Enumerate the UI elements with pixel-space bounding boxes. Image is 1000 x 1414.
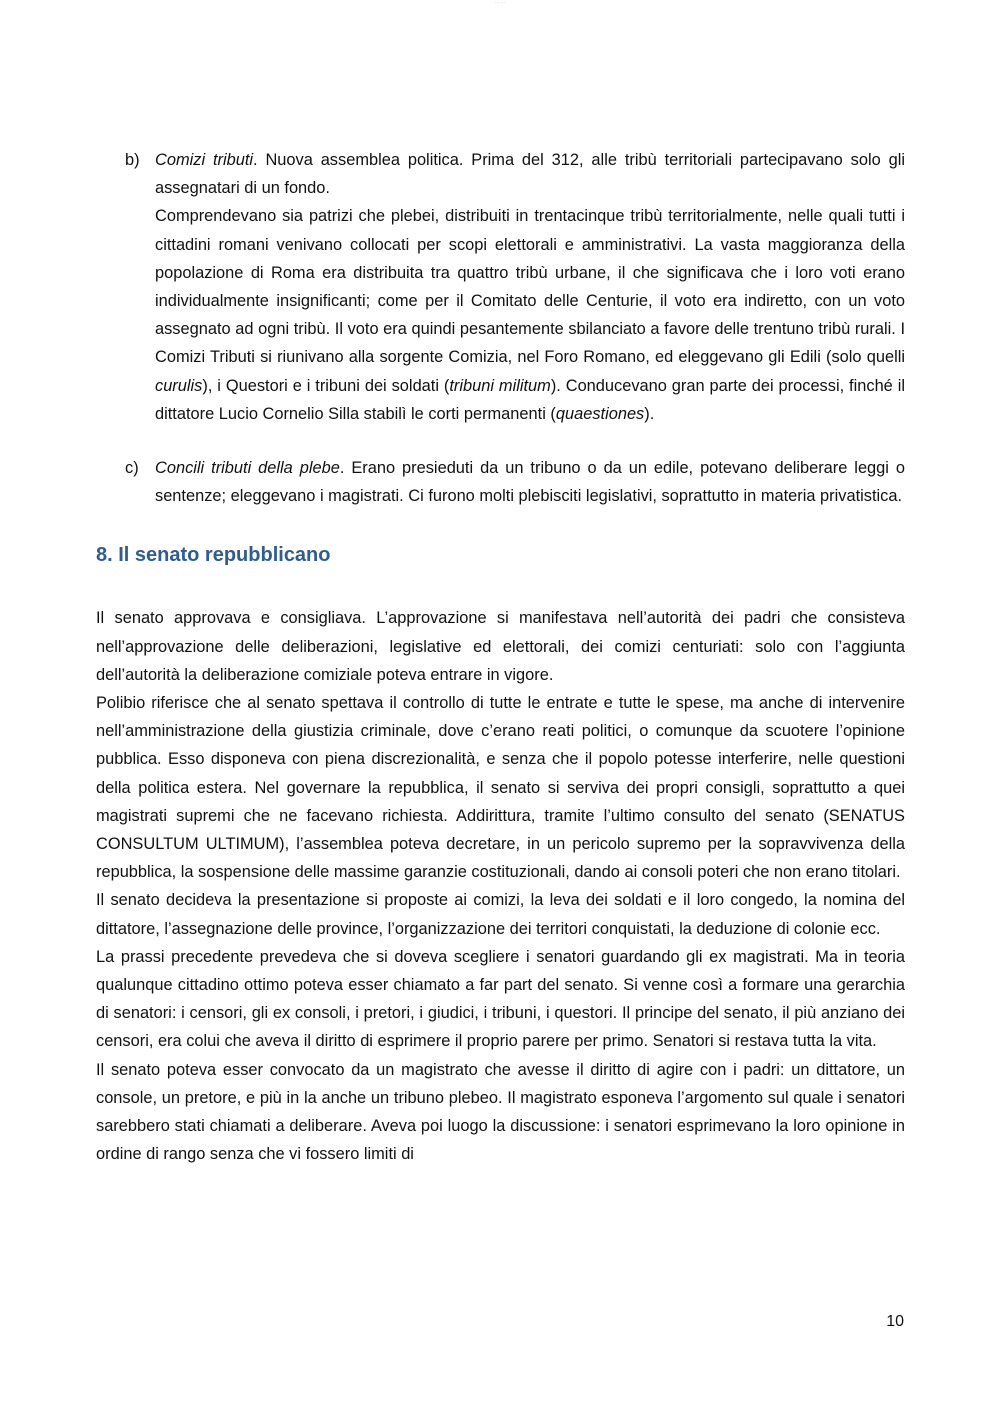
italic-term: curulis [155,376,203,395]
list-item-b [96,146,905,428]
section-body [96,604,905,1168]
item-text: ). [644,404,655,423]
item-title: Comizi tributi [155,151,254,169]
item-text: . Nuova assemblea politica. Prima del 312, alle tribù territoriali partecipavano solo gli assegnatari di un fondo. [155,151,905,198]
body-paragraph: Il senato decideva la presentazione si proposte ai comizi, la leva dei soldati e il loro congedo, la nomina del dittatore, l’assegnazione delle province, l’organizzazione dei territori conquistati, la deduzione di colonie ecc. [96,891,905,938]
body-paragraph: La prassi precedente prevedeva che si doveva scegliere i senatori guardando gli ex magistrati. Ma in teoria qualunque cittadino ottimo poteva esser chiamato a far part del senato. Si venne così a formare una gerarchia di senatori: i censori, gli ex consoli, i pretori, i giudici, i tribuni, i questori. Il principe del senato, il più anziano dei censori, era colui che aveva il diritto di esprimere il proprio parere per primo. Senatori si restava tutta la vita. [96,947,905,1051]
list-item-c [96,454,905,510]
page-number: 10 [886,1313,904,1330]
item-title: Concili tributi della plebe [155,459,340,478]
page-content [96,146,905,1169]
body-paragraph: Polibio riferisce che al senato spettava il controllo di tutte le entrate e tutte le spese, ma anche di intervenire nell’amministrazione della giustizia criminale, dove c’erano reati politici, o comunque da scuotere l’opinione pubblica. Esso disponeva con piena discrezionalità, e senza che il popolo potesse interferire, nelle questioni della politica estera. Nel governare la repubblica, il senato si serviva dei propri consigli, soprattutto a quei magistrati supremi che ne facevano richiesta. Addirittura, tramite l’ultimo consulto del senato (SENATUS CONSULTUM ULTIMUM), l’assemblea poteva decretare, in un pericolo supremo per la sopravvivenza della repubblica, la sospensione delle massime garanzie costituzionali, dando ai consoli poteri che non erano titolari. [96,694,905,882]
item-text: ), i Questori e i tribuni dei soldati ( [202,376,450,395]
body-paragraph: Il senato poteva esser convocato da un magistrato che avesse il diritto di agire con i padri: un dittatore, un console, un pretore, e più in la anche un tribuno plebeo. Il magistrato esponeva l’argomento sul quale i senatori sarebbero stati chiamati a deliberare. Aveva poi luogo la discussione: i senatori esprimevano la loro opinione in ordine di rango senza che vi fossero limiti di [96,1060,905,1164]
list-item-paragraph [155,202,905,428]
list-marker: b) [125,151,140,169]
list-item-paragraph [155,146,905,202]
italic-term: tribuni militum [449,376,551,395]
list-marker: c) [125,459,139,478]
list-item-paragraph [155,454,905,510]
item-text: . Erano presieduti da un tribuno o da un edile, potevano deliberare leggi o sentenze; eleggevano i magistrati. Ci furono molti plebisciti legislativi, soprattutto in materia privatistica. [155,459,905,506]
body-paragraph: Il senato approvava e consigliava. L’approvazione si manifestava nell’autorità dei padri che consisteva nell’approvazione delle deliberazioni, legislative ed elettorali, dei comizi centuriati: solo con l’aggiunta dell’autorità la deliberazione comiziale poteva entrare in vigore. [96,609,905,684]
header-watermark: · · · · · [494,0,506,5]
item-text: Comprendevano sia patrizi che plebei, distribuiti in trentacinque tribù territorialmente, nelle quali tutti i cittadini romani venivano collocati per scopi elettorali e amministrativi. La vasta maggioranza della popolazione di Roma era distribuita tra quattro tribù urbane, il che significava che i loro voti erano individualmente insignificanti; come per il Comitato delle Centurie, il voto era indiretto, con un voto assegnato ad ogni tribù. Il voto era quindi pesantemente sbilanciato a favore delle trentuno tribù rurali. I Comizi Tributi si riunivano alla sorgente Comizia, nel Foro Romano, ed eleggevano gli Edili (solo quelli [155,207,905,367]
item-text: ). Conducevano gran parte dei processi, finché il dittatore Lucio Cornelio Silla stabilì le corti permanenti ( [155,376,905,423]
italic-term: quaestiones [555,404,645,423]
section-heading: 8. Il senato repubblicano [96,544,331,567]
